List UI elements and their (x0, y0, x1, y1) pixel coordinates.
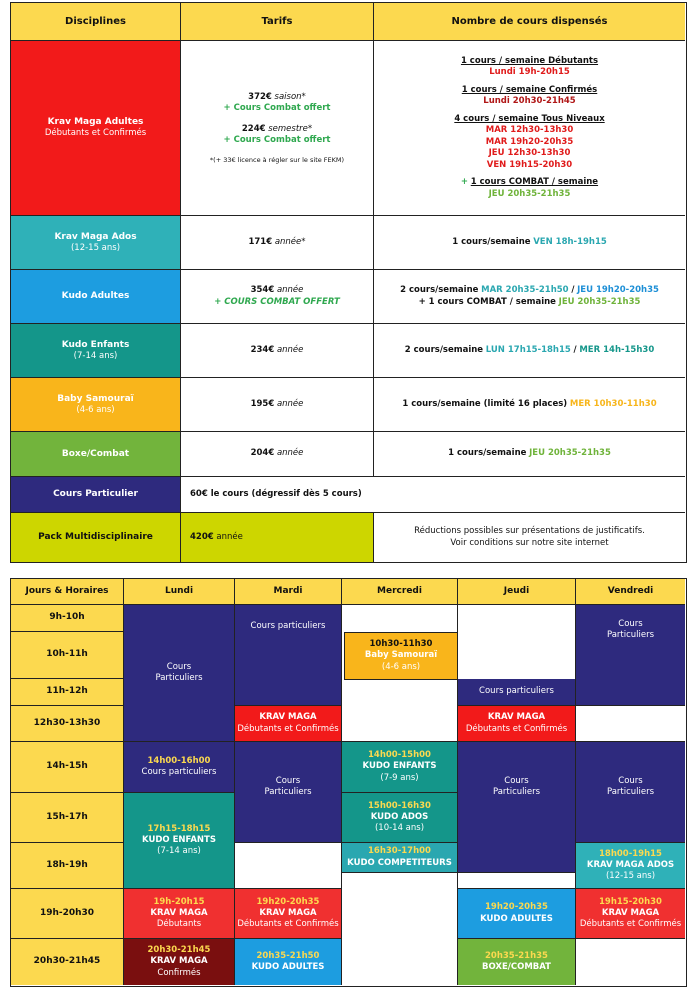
discipline-krav-adultes (11, 41, 181, 215)
discipline-name: Krav Maga Adultes (47, 117, 144, 128)
header-mercredi: Mercredi (342, 579, 458, 605)
event-age: (12-15 ans) (605, 871, 656, 882)
time-slot: 19h-20h30 (11, 889, 124, 939)
lundi-kudo-enfants (124, 793, 235, 889)
course-time: VEN 18h-19h15 (533, 236, 607, 247)
mardi-cours-particuliers-am (235, 605, 342, 706)
time-slot: 10h-11h (11, 632, 124, 679)
event-time: 20h30-21h45 (147, 945, 211, 956)
event-time: 19h20-20h35 (256, 896, 320, 907)
row-krav-ados (11, 216, 685, 270)
row-pack (11, 513, 685, 562)
lundi-14h-particuliers (124, 742, 235, 793)
event-name: KUDO ADOS (370, 811, 429, 822)
event-age: (10-14 ans) (374, 823, 425, 834)
row-kudo-enfants (11, 324, 685, 378)
cours-krav-adultes (374, 41, 685, 215)
discipline-krav-ados (11, 216, 181, 269)
event-time: 14h00-15h00 (368, 750, 431, 761)
vendredi-krav-ados (576, 843, 685, 889)
tarif-krav-ados (181, 216, 374, 269)
discipline-baby (11, 378, 181, 431)
particuliers-label: Particuliers (264, 787, 312, 798)
mardi-krav (235, 706, 342, 742)
course-title: 1 cours COMBAT / semaine (470, 177, 599, 188)
mercredi-kudo-competiteurs (342, 843, 458, 873)
cours-label: Cours (275, 776, 301, 786)
course-title: 1 cours / semaine Débutants (460, 55, 599, 66)
course-count: 1 cours/semaine (limité 16 places) (402, 398, 568, 409)
licence-note: *(+ 33€ licence à régler sur le site FEKM) (209, 155, 345, 164)
cours-label: Cours (504, 776, 529, 786)
tarif-baby (181, 378, 374, 431)
discipline-name: Kudo Adultes (61, 291, 130, 302)
offer-text: + COURS COMBAT OFFERT (214, 296, 340, 307)
offer-text: + Cours Combat offert (223, 103, 331, 114)
header-tarifs: Tarifs (181, 3, 374, 41)
course-time: LUN 17h15-18h15 (485, 344, 571, 355)
mercredi-empty-2 (342, 680, 458, 742)
price-value: 204€ (250, 448, 275, 459)
price-unit: année (276, 285, 304, 296)
lundi-krav-debutants (124, 889, 235, 939)
header-vendredi: Vendredi (576, 579, 685, 605)
time-slot: 15h-17h (11, 793, 124, 843)
row-boxe (11, 432, 685, 477)
row-particulier (11, 477, 685, 513)
tarif-kudo-enfants (181, 324, 374, 377)
course-count: 2 cours/semaine (404, 344, 484, 355)
mercredi-baby (344, 632, 458, 680)
price-unit: année (276, 448, 304, 459)
price-unit: année* (274, 236, 306, 247)
event-level: Débutants et Confirmés (465, 723, 568, 734)
cours-pack (374, 513, 685, 562)
tarif-pack (181, 513, 374, 562)
cours-boxe (374, 432, 685, 476)
course-time: JEU 12h30-13h30 (488, 148, 571, 159)
jeudi-empty-1 (458, 605, 576, 679)
header-jours: Jours & Horaires (11, 579, 124, 605)
event-name: KUDO ENFANTS (362, 761, 437, 772)
row-baby (11, 378, 685, 432)
price-unit: année (276, 344, 304, 355)
discipline-particulier (11, 477, 181, 512)
header-disciplines: Disciplines (11, 3, 181, 41)
particuliers-label: Particuliers (606, 630, 655, 641)
cours-krav-ados (374, 216, 685, 269)
jeudi-kudo-adultes (458, 889, 576, 939)
event-name: Cours particuliers (141, 767, 217, 777)
offer-text: + Cours Combat offert (223, 135, 331, 146)
event-name: KRAV MAGA (259, 712, 317, 723)
mardi-cours-particuliers-pm (235, 742, 342, 843)
event-age: (7-14 ans) (157, 846, 201, 857)
mardi-krav-evening (235, 889, 342, 939)
course-time: MER 14h-15h30 (579, 344, 655, 355)
price-semestre (242, 124, 312, 135)
event-level: Débutants et Confirmés (237, 919, 339, 930)
discipline-name: Pack Multidisciplinaire (38, 532, 153, 543)
event-name: Cours particuliers (250, 621, 326, 631)
plus-sign: + (460, 177, 469, 188)
discipline-name: Baby Samouraï (57, 393, 134, 404)
event-name: KRAV MAGA (150, 907, 208, 918)
price-value: 354€ (250, 285, 275, 296)
time-slot: 18h-19h (11, 843, 124, 889)
tarif-boxe (181, 432, 374, 476)
event-time: 10h30-11h30 (369, 639, 433, 650)
price-unit: année (216, 531, 243, 542)
event-name: Baby Samouraï (364, 650, 438, 661)
event-name: KUDO COMPETITEURS (347, 857, 452, 868)
event-level: Confirmés (157, 967, 201, 978)
course-title: 1 cours / semaine Confirmés (461, 84, 598, 95)
header-lundi: Lundi (124, 579, 235, 605)
course-time: JEU 20h35-21h35 (488, 188, 571, 199)
course-time: JEU 19h20-20h35 (577, 285, 659, 296)
price-unit: année (276, 398, 304, 409)
jeudi-empty-2 (458, 873, 576, 889)
row-kudo-adultes (11, 270, 685, 324)
course-count: 2 cours/semaine (400, 285, 479, 296)
mercredi-empty-1 (342, 605, 458, 632)
pricing-table (10, 2, 687, 563)
time-slot: 14h-15h (11, 742, 124, 793)
event-time: 19h15-20h30 (599, 896, 662, 907)
event-time: 20h35-21h35 (485, 950, 548, 961)
vendredi-empty-2 (576, 939, 685, 985)
event-time: 19h20-20h35 (485, 902, 548, 913)
discipline-pack (11, 513, 181, 562)
time-slot: 11h-12h (11, 679, 124, 706)
course-time: MAR 12h30-13h30 (485, 125, 574, 136)
mercredi-kudo-enfants (342, 742, 458, 793)
event-time: 18h00-19h15 (599, 848, 662, 859)
course-count: 1 cours/semaine (452, 236, 531, 247)
separator: / (573, 344, 577, 355)
event-level: Débutants et Confirmés (579, 919, 682, 930)
tarif-kudo-adultes (181, 270, 374, 323)
vendredi-empty-1 (576, 706, 685, 742)
combat-line (461, 177, 598, 188)
event-time: 15h00-16h30 (368, 800, 431, 811)
event-name: KUDO ADULTES (251, 962, 325, 972)
event-name: Cours particuliers (479, 686, 554, 697)
time-slot: 20h30-21h45 (11, 939, 124, 985)
cours-label: Cours (618, 619, 643, 629)
event-name: KRAV MAGA (150, 956, 208, 967)
header-cours: Nombre de cours dispensés (374, 3, 685, 41)
discipline-sub: (12-15 ans) (70, 242, 121, 253)
header-mardi: Mardi (235, 579, 342, 605)
event-name: KUDO ADULTES (480, 913, 553, 924)
cours-kudo-enfants (374, 324, 685, 377)
discipline-kudo-adultes (11, 270, 181, 323)
event-time: 20h35-21h50 (256, 950, 320, 961)
mercredi-empty-3 (342, 873, 458, 985)
tarif-krav-adultes (181, 41, 374, 215)
cours-label: Cours (166, 661, 192, 672)
event-time: 17h15-18h15 (147, 823, 211, 834)
vendredi-krav-maga (576, 889, 685, 939)
discipline-kudo-enfants (11, 324, 181, 377)
course-time: JEU 20h35-21h35 (558, 296, 641, 307)
header-jeudi: Jeudi (458, 579, 576, 605)
discipline-name: Boxe/Combat (61, 448, 130, 459)
vendredi-cours-particuliers-pm (576, 742, 685, 843)
time-slot: 9h-10h (11, 605, 124, 632)
reduction-text: Réductions possibles sur présentations de justificatifs. (414, 526, 645, 537)
event-time: 19h-20h15 (153, 896, 205, 907)
jeudi-cours-particuliers-pm (458, 742, 576, 873)
price-value: 234€ (250, 344, 275, 355)
event-level: Débutants (156, 919, 202, 930)
separator: / (571, 285, 575, 296)
discipline-boxe (11, 432, 181, 476)
event-time: 14h00-16h00 (147, 755, 211, 766)
price-unit: semestre* (268, 123, 313, 134)
event-name: KRAV MAGA (487, 712, 546, 723)
course-time: JEU 20h35-21h35 (529, 448, 611, 459)
jeudi-krav (458, 706, 576, 742)
mercredi-kudo-ados (342, 793, 458, 843)
event-name: KRAV MAGA (601, 907, 660, 918)
course-count: 1 cours/semaine (448, 448, 527, 459)
course-count: + 1 cours COMBAT / semaine (418, 296, 556, 307)
schedule-table (10, 578, 687, 987)
discipline-name: Krav Maga Ados (54, 231, 137, 242)
lundi-cours-particuliers (124, 605, 235, 742)
event-time: 16h30-17h00 (368, 846, 431, 857)
event-age: (4-6 ans) (381, 661, 421, 672)
course-time: Lundi 19h-20h15 (489, 67, 570, 78)
price-value: 60€ le cours (dégressif dès 5 cours) (190, 488, 362, 499)
cours-kudo-adultes (374, 270, 685, 323)
particuliers-label: Particuliers (492, 787, 541, 798)
row-krav-adultes (11, 41, 685, 216)
price-value: 224€ (241, 123, 266, 134)
price-value: 171€ (248, 236, 273, 247)
mardi-empty (235, 843, 342, 889)
discipline-name: Kudo Enfants (61, 339, 130, 350)
event-level: Débutants et Confirmés (237, 723, 339, 734)
vendredi-cours-particuliers-am (576, 605, 685, 706)
course-time: MER 10h30-11h30 (569, 398, 657, 409)
cours-baby (374, 378, 685, 431)
jeudi-cours-particuliers-am (458, 679, 576, 706)
discipline-sub: (7-14 ans) (73, 350, 118, 361)
price-unit: saison* (274, 91, 306, 102)
conditions-text: Voir conditions sur notre site internet (450, 537, 609, 548)
course-time: MAR 20h35-21h50 (481, 285, 569, 296)
price-value: 195€ (250, 398, 275, 409)
event-name: KUDO ENFANTS (142, 834, 216, 845)
cours-label: Cours (618, 776, 643, 786)
event-name: KRAV MAGA (259, 907, 317, 918)
price-saison (248, 92, 306, 103)
discipline-sub: Débutants et Confirmés (44, 128, 147, 139)
course-time: VEN 19h15-20h30 (486, 159, 573, 170)
event-age: (7-9 ans) (380, 772, 419, 783)
course-time: Lundi 20h30-21h45 (483, 96, 576, 107)
particuliers-label: Particuliers (606, 787, 655, 798)
tarif-particulier (181, 477, 685, 512)
discipline-name: Cours Particulier (53, 489, 138, 500)
course-time: MAR 19h20-20h35 (485, 136, 574, 147)
lundi-krav-confirmes (124, 939, 235, 985)
time-slot: 12h30-13h30 (11, 706, 124, 742)
price-value: 372€ (248, 91, 272, 102)
event-name: BOXE/COMBAT (482, 962, 551, 972)
discipline-sub: (4-6 ans) (76, 404, 115, 415)
event-name: KRAV MAGA ADOS (586, 859, 675, 870)
jeudi-boxe (458, 939, 576, 985)
course-title: 4 cours / semaine Tous Niveaux (454, 113, 605, 124)
mardi-kudo-adultes (235, 939, 342, 985)
particuliers-label: Particuliers (155, 673, 203, 683)
price-value: 420€ (190, 531, 214, 542)
